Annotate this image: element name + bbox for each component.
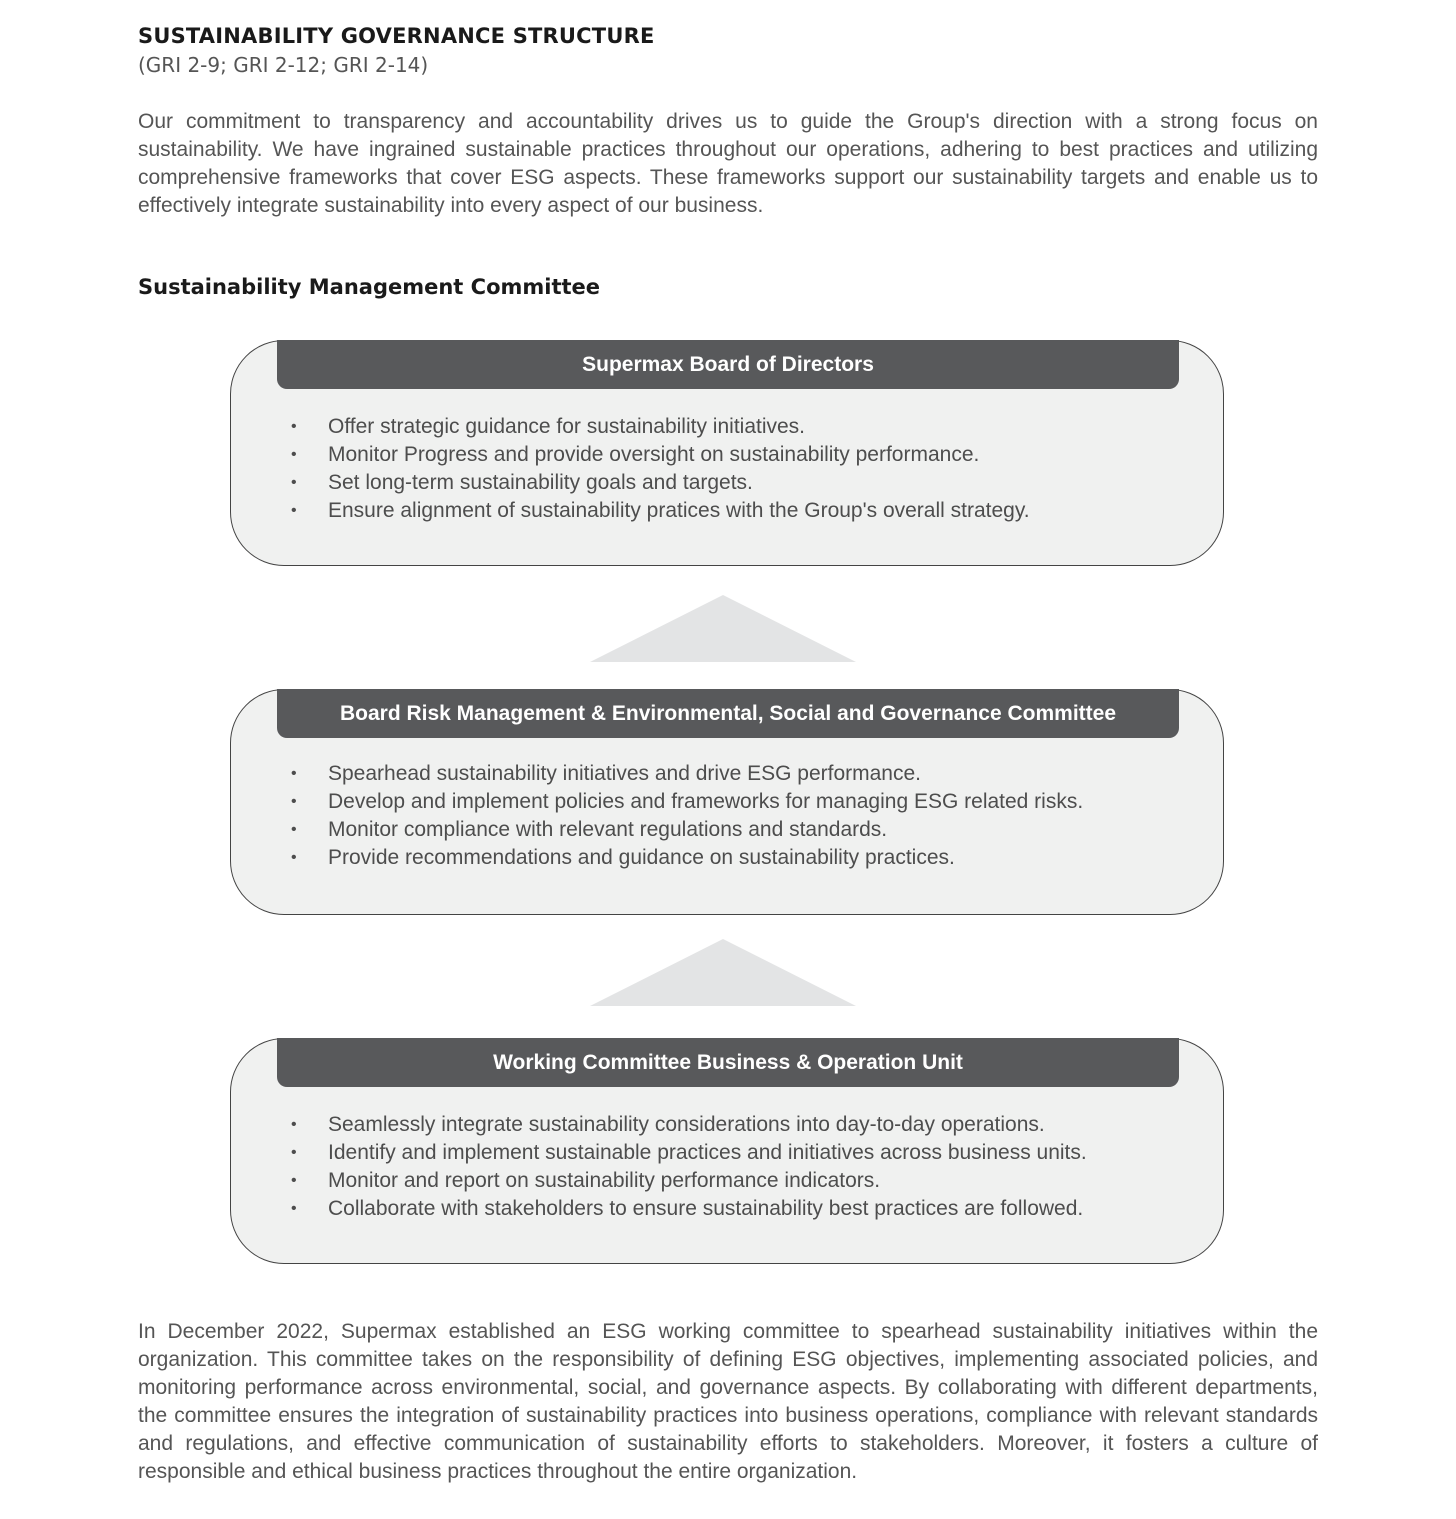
list-item: • Identify and implement sustainable practices and initiatives across business units.	[291, 1139, 1087, 1167]
list-item: • Spearhead sustainability initiatives and drive ESG performance.	[291, 760, 1083, 788]
list-item: • Monitor Progress and provide oversight on sustainability performance.	[291, 441, 1030, 469]
tier-title: Supermax Board of Directors	[277, 340, 1179, 389]
list-item: • Ensure alignment of sustainability pratices with the Group's overall strategy.	[291, 497, 1030, 525]
list-item: • Set long-term sustainability goals and targets.	[291, 469, 1030, 497]
list-item: • Provide recommendations and guidance on sustainability practices.	[291, 844, 1083, 872]
tier-board-risk-esg-committee	[230, 689, 1224, 915]
tier-title: Working Committee Business & Operation Unit	[277, 1038, 1179, 1087]
intro-paragraph: Our commitment to transparency and accountability drives us to guide the Group's direction with a strong focus on sustainability. We have ingrained sustainable practices throughout our operations, adhering to best practices and utilizing comprehensive frameworks that cover ESG aspects. These frameworks support our sustainability targets and enable us to effectively integrate sustainability into every aspect of our business.	[138, 110, 1318, 217]
closing-paragraph: In December 2022, Supermax established an ESG working committee to spearhead sustainability initiatives within the organization. This committee takes on the responsibility of defining ESG objectives, implementing associated policies, and monitoring performance across environmental, social, and governance aspects. By collaborating with different departments, the committee ensures the integration of sustainability practices into business operations, compliance with relevant standards and regulations, and effective communication of sustainability efforts to stakeholders. Moreover, it fosters a culture of responsible and ethical business practices throughout the entire organization.	[138, 1320, 1318, 1483]
page-title: SUSTAINABILITY GOVERNANCE STRUCTURE	[138, 24, 655, 48]
list-item: • Develop and implement policies and frameworks for managing ESG related risks.	[291, 788, 1083, 816]
tier-responsibilities	[291, 413, 1030, 525]
tier-board-of-directors	[230, 340, 1224, 566]
arrow-up-icon	[590, 595, 856, 662]
list-item: • Seamlessly integrate sustainability considerations into day-to-day operations.	[291, 1111, 1087, 1139]
arrow-up-icon	[590, 939, 856, 1006]
list-item: • Collaborate with stakeholders to ensure sustainability best practices are followed.	[291, 1195, 1087, 1223]
tier-responsibilities	[291, 760, 1083, 872]
list-item: • Monitor compliance with relevant regulations and standards.	[291, 816, 1083, 844]
section-heading: Sustainability Management Committee	[138, 275, 601, 299]
list-item: • Offer strategic guidance for sustainability initiatives.	[291, 413, 1030, 441]
tier-working-committee	[230, 1038, 1224, 1264]
list-item: • Monitor and report on sustainability performance indicators.	[291, 1167, 1087, 1195]
tier-responsibilities	[291, 1111, 1087, 1223]
gri-reference: (GRI 2-9; GRI 2-12; GRI 2-14)	[138, 53, 429, 77]
tier-title: Board Risk Management & Environmental, Social and Governance Committee	[277, 689, 1179, 738]
